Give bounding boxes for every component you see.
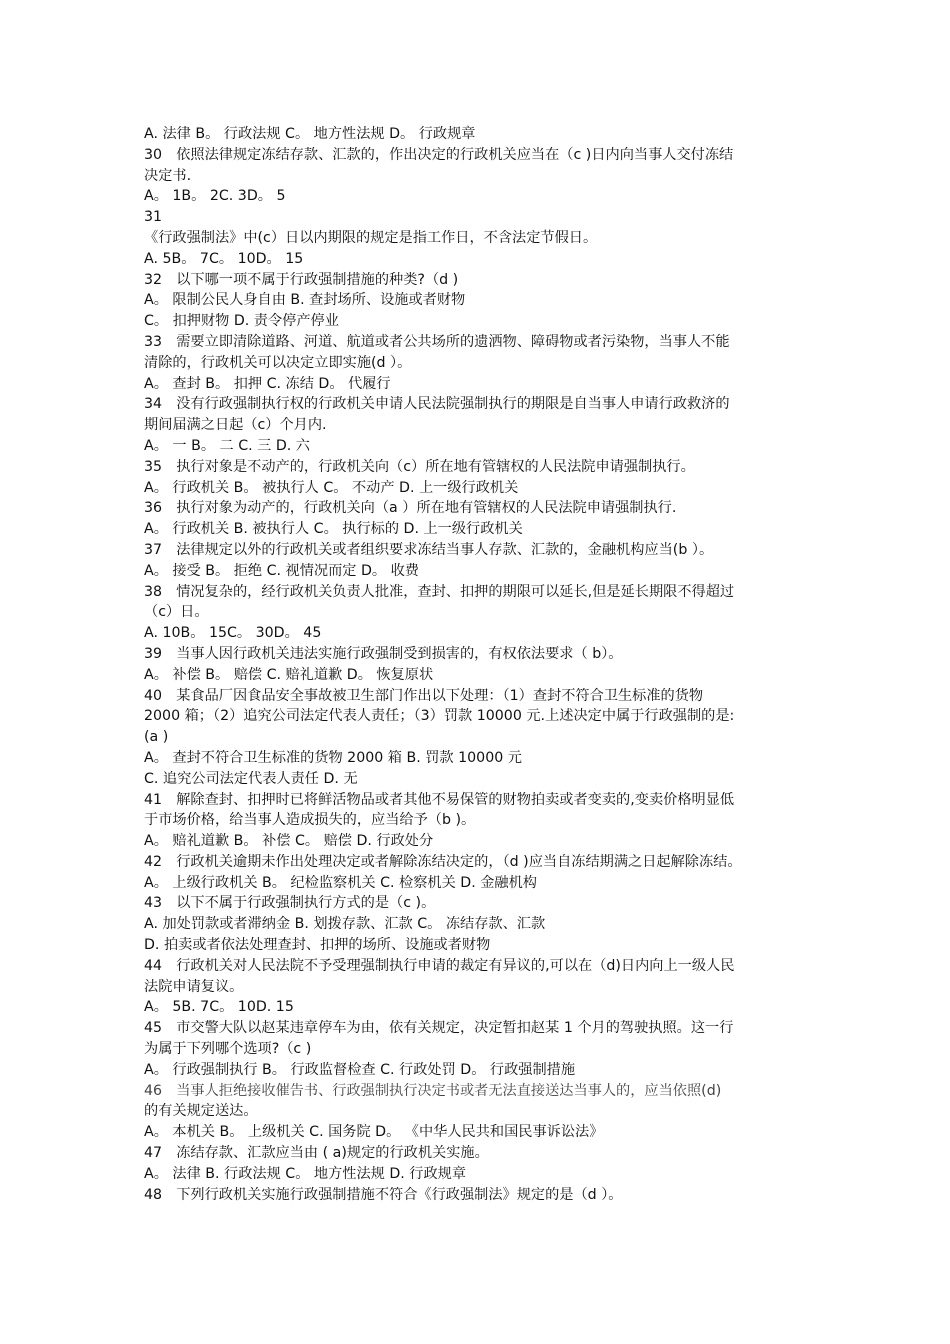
question-43-line: 43 以下不属于行政强制执行方式的是（c )。: [144, 895, 436, 912]
question-37-line: 37 法律规定以外的行政机关或者组织要求冻结当事人存款、汇款的，金融机构应当(b ）。: [144, 541, 714, 558]
question-32-line: 32 以下哪一项不属于行政强制措施的种类?（d ): [144, 271, 459, 288]
question-36-line: 36 执行对象为动产的，行政机关向（a ）所在地有管辖权的人民法院申请强制执行.: [144, 500, 677, 517]
question-31-line: 《行政强制法》中(c）日以内期限的规定是指工作日，不含法定节假日。: [144, 229, 598, 246]
question-39-line: 39 当事人因行政机关违法实施行政强制受到损害的，有权依法要求（ b）。: [144, 645, 623, 662]
answer-options-line: A。 补偿 B。 赔偿 C. 赔礼道歉 D。 恢复原状: [144, 666, 434, 683]
answer-options-line: A。 赔礼道歉 B。 补偿 C。 赔偿 D. 行政处分: [144, 833, 434, 850]
answer-options-line: A。 查封 B。 扣押 C. 冻结 D。 代履行: [144, 375, 391, 392]
answer-options-line: A。 查封不符合卫生标准的货物 2000 箱 B. 罚款 10000 元: [144, 749, 522, 766]
text-line: 2000 箱；（2）追究公司法定代表人责任；（3）罚款 10000 元.上述决定中属于行政强制的是:: [144, 708, 735, 725]
question-40-line: 40 某食品厂因食品安全事故被卫生部门作出以下处理：（1）查封不符合卫生标准的货物: [144, 687, 704, 704]
answer-options-line: A。 行政机关 B。 被执行人 C。 不动产 D. 上一级行政机关: [144, 479, 519, 496]
answer-options-line: A. 5B。 7C。 10D。 15: [144, 250, 304, 267]
text-line: 期间届满之日起（c）个月内.: [144, 417, 327, 434]
question-48-line: 48 下列行政机关实施行政强制措施不符合《行政强制法》规定的是（d ）。: [144, 1186, 623, 1203]
text-line: A. 法律 B。 行政法规 C。 地方性法规 D。 行政规章: [144, 126, 476, 142]
question-42-line: 42 行政机关逾期未作出处理决定或者解除冻结决定的，（d )应当自冻结期满之日起解除冻结。: [144, 853, 742, 870]
answer-options-line: A。 限制公民人身自由 B. 查封场所、设施或者财物: [144, 292, 466, 309]
question-46-line: 46 当事人拒绝接收催告书、行政强制执行决定书或者无法直接送达当事人的，应当依照(d): [144, 1082, 722, 1099]
question-44-line: 44 行政机关对人民法院不予受理强制执行申请的裁定有异议的,可以在（d)日内向上一级人民: [144, 957, 735, 974]
answer-options-line: C。 扣押财物 D. 责令停产停业: [144, 313, 339, 330]
document-page: [144, 124, 824, 1205]
question-35-line: 35 执行对象是不动产的，行政机关向（c）所在地有管辖权的人民法院申请强制执行。: [144, 458, 695, 475]
question-38-line: 38 情况复杂的，经行政机关负责人批准，查封、扣押的期限可以延长,但是延长期限不得超过: [144, 583, 735, 600]
answer-options-line: A. 10B。 15C。 30D。 45: [144, 625, 322, 642]
text-line: （c）日。: [144, 604, 209, 621]
answer-options-line: A。 上级行政机关 B。 纪检监察机关 C. 检察机关 D. 金融机构: [144, 874, 537, 891]
text-line: 清除的，行政机关可以决定立即实施(d ）。: [144, 354, 412, 371]
text-line: 的有关规定送达。: [144, 1103, 258, 1120]
answer-options-line: A。 本机关 B。 上级机关 C. 国务院 D。 《中华人民共和国民事诉讼法》: [144, 1124, 604, 1141]
answer-options-line: A。 行政机关 B. 被执行人 C。 执行标的 D. 上一级行政机关: [144, 521, 523, 538]
answer-options-line: C. 追究公司法定代表人责任 D. 无: [144, 770, 358, 787]
text-line: 于市场价格，给当事人造成损失的，应当给予（b )。: [144, 812, 476, 829]
text-line: 法院申请复议。: [144, 978, 244, 995]
question-33-line: 33 需要立即清除道路、河道、航道或者公共场所的遗洒物、障碍物或者污染物，当事人不能: [144, 333, 730, 350]
answer-options-line: A。 1B。 2C. 3D。 5: [144, 188, 286, 205]
question-34-line: 34 没有行政强制执行权的行政机关申请人民法院强制执行的期限是自当事人申请行政救济的: [144, 396, 730, 413]
answer-options-line: A. 加处罚款或者滞纳金 B. 划拨存款、汇款 C。 冻结存款、汇款: [144, 916, 546, 933]
question-30-line: 30 依照法律规定冻结存款、汇款的，作出决定的行政机关应当在（c )日内向当事人交付冻结: [144, 146, 734, 163]
answer-options-line: A。 5B. 7C。 10D. 15: [144, 999, 294, 1016]
question-41-line: 41 解除查封、扣押时已将鲜活物品或者其他不易保管的财物拍卖或者变卖的,变卖价格明显低: [144, 791, 735, 808]
text-line: 决定书.: [144, 167, 192, 184]
question-31-number: 31: [144, 209, 163, 226]
text-line: (a ): [144, 729, 169, 746]
answer-options-line: A。 接受 B。 拒绝 C. 视情况而定 D。 收费: [144, 562, 419, 579]
question-45-line: 45 市交警大队以赵某违章停车为由，依有关规定，决定暂扣赵某 1 个月的驾驶执照。这一行: [144, 1020, 734, 1037]
question-47-line: 47 冻结存款、汇款应当由 ( a)规定的行政机关实施。: [144, 1145, 489, 1162]
answer-options-line: A。 法律 B. 行政法规 C。 地方性法规 D. 行政规章: [144, 1165, 467, 1182]
answer-options-line: A。 行政强制执行 B。 行政监督检查 C. 行政处罚 D。 行政强制措施: [144, 1061, 576, 1078]
text-line: 为属于下列哪个选项?（c ): [144, 1041, 312, 1058]
answer-options-line: D. 拍卖或者依法处理查封、扣押的场所、设施或者财物: [144, 937, 491, 954]
answer-options-line: A。 一 B。 二 C. 三 D. 六: [144, 437, 310, 454]
